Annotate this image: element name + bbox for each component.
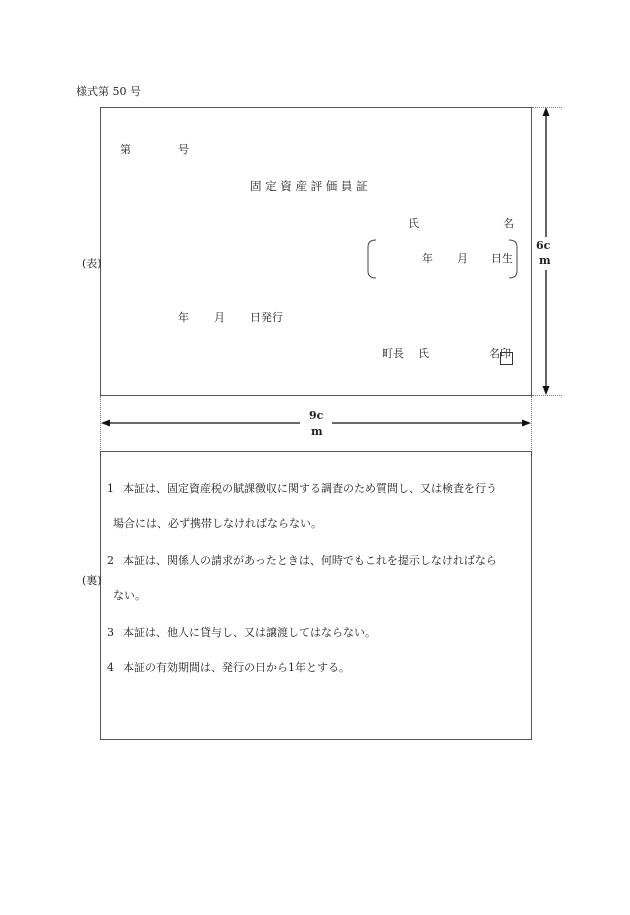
note-1-number: 1 [107,482,114,495]
seal-label: 印 [500,347,511,360]
front-side-text: 表 [86,257,98,270]
holder-name-label-right: 名 [503,217,514,230]
note-1-line-1: 本証は、固定資産税の賦課徴収に関する調査のため質問し、又は検査を行う [123,482,497,495]
back-side-label: (裏) [82,574,102,587]
back-side-text: 裏 [86,574,98,587]
certificate-number-suffix: 号 [178,143,189,156]
note-2-line-1: 本証は、関係人の請求があったときは、何時でもこれを提示しなければなら [123,554,497,567]
birth-month-label: 月 [457,252,468,265]
note-2-line-2: ない。 [113,589,146,602]
issue-day-label: 日発行 [250,311,283,324]
note-4-number: 4 [107,661,114,674]
certificate-title: 固 定 資 産 評 価 員 証 [250,179,368,193]
mayor-name-label-right: 名 [489,347,500,360]
mayor-label: 町長 [382,347,404,360]
note-2-number: 2 [107,554,114,567]
birth-year-label: 年 [422,252,433,265]
height-dimension-unit: m [539,254,551,267]
form-number: 様式第 50 号 [76,85,141,98]
note-1-line-2: 場合には、必ず携帯しなければならない。 [113,517,322,530]
holder-name-label-left: 氏 [408,217,419,230]
front-side-label: (表) [82,257,102,270]
certificate-number-prefix: 第 [120,143,131,156]
birth-day-label: 日生 [491,252,513,265]
note-3-number: 3 [107,626,114,639]
height-dimension-number: 6c [536,239,551,252]
issue-year-label: 年 [178,311,189,324]
width-dimension-number: 9c [309,409,324,422]
mayor-name-label-left: 氏 [418,347,429,360]
note-4-line-1: 本証の有効期間は、発行の日から1年とする。 [123,661,350,674]
width-dimension-unit: m [311,425,323,438]
issue-month-label: 月 [214,311,225,324]
note-3-line-1: 本証は、他人に貸与し、又は譲渡してはならない。 [123,626,376,639]
